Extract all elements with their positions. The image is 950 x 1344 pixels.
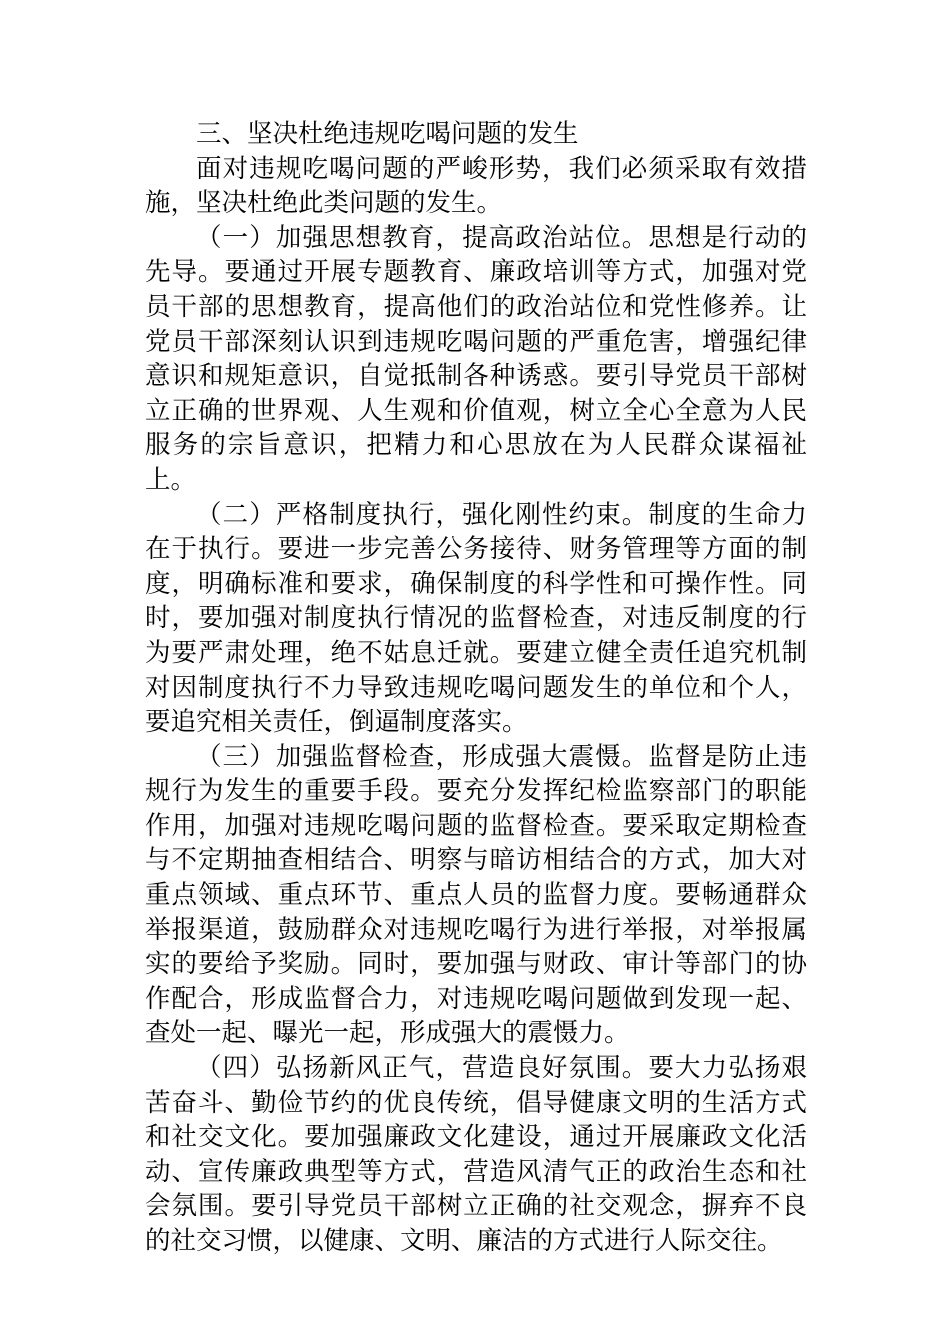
paragraph-ideological-education: （一）加强思想教育，提高政治站位。思想是行动的先导。要通过开展专题教育、廉政培训等方式，加强对党员干部的思想教育，提高他们的政治站位和党性修养。让党员干部深刻认识到违规吃喝问题的严重危害，增强纪律意识和规矩意识，自觉抵制各种诱惑。要引导党员干部树立正确的世界观、人生观和价值观，树立全心全意为人民服务的宗旨意识，把精力和心思放在为人民群众谋福祉上。: [145, 222, 807, 495]
paragraph-new-atmosphere: （四）弘扬新风正气，营造良好氛围。要大力弘扬艰苦奋斗、勤俭节约的优良传统，倡导健康文明的生活方式和社交文化。要加强廉政文化建设，通过开展廉政文化活动、宣传廉政典型等方式，营造风清气正的政治生态和社会氛围。要引导党员干部树立正确的社交观念，摒弃不良的社交习惯，以健康、文明、廉洁的方式进行人际交往。: [145, 1053, 807, 1256]
paragraph-supervision: （三）加强监督检查，形成强大震慑。监督是防止违规行为发生的重要手段。要充分发挥纪检监察部门的职能作用，加强对违规吃喝问题的监督检查。要采取定期检查与不定期抽查相结合、明察与暗访相结合的方式，加大对重点领域、重点环节、重点人员的监督力度。要畅通群众举报渠道，鼓励群众对违规吃喝行为进行举报，对举报属实的要给予奖励。同时，要加强与财政、审计等部门的协作配合，形成监督合力，对违规吃喝问题做到发现一起、查处一起、曝光一起，形成强大的震慑力。: [145, 741, 807, 1049]
section-heading: 三、坚决杜绝违规吃喝问题的发生: [196, 119, 579, 149]
document-body: [145, 117, 807, 1259]
intro-paragraph: 面对违规吃喝问题的严峻形势，我们必须采取有效措施，坚决杜绝此类问题的发生。: [145, 153, 807, 219]
paragraph-system-enforcement: （二）严格制度执行，强化刚性约束。制度的生命力在于执行。要进一步完善公务接待、财务管理等方面的制度，明确标准和要求，确保制度的科学性和可操作性。同时，要加强对制度执行情况的监督检查，对违反制度的行为要严肃处理，绝不姑息迁就。要建立健全责任追究机制对因制度执行不力导致违规吃喝问题发生的单位和个人，要追究相关责任，倒逼制度落实。: [145, 499, 807, 738]
